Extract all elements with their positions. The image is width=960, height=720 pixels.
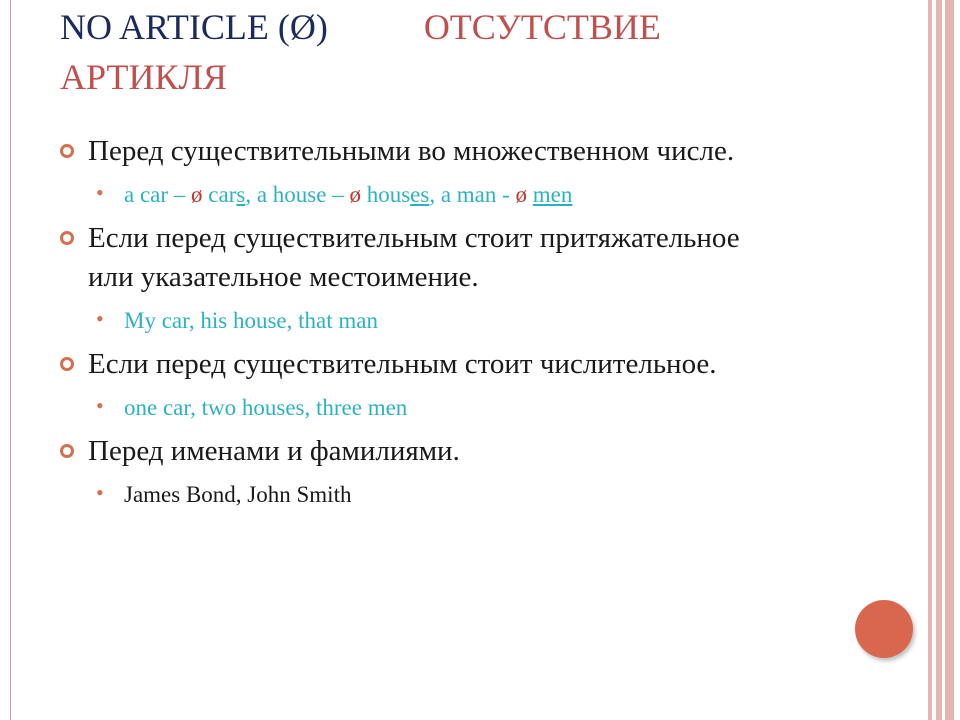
bullet-item [60, 432, 780, 471]
title-russian-line2: АРТИКЛЯ [60, 57, 227, 97]
underlined-ending: s [236, 182, 246, 207]
bullet-text: Перед именами и фамилиями. [88, 435, 460, 467]
underlined-word: men [532, 182, 573, 207]
bullet-item [60, 132, 780, 171]
dot-bullet-icon: • [96, 393, 104, 418]
zero-article-symbol: ø [515, 182, 528, 207]
stripe [928, 0, 932, 720]
dot-bullet-icon: • [96, 480, 104, 505]
bullet-item [60, 219, 780, 297]
slide-title [60, 2, 780, 102]
ring-bullet-icon [60, 357, 74, 371]
ring-bullet-icon [60, 444, 74, 458]
bullet-text: Перед существительными во множественном числе. [88, 135, 735, 167]
dot-bullet-icon: • [96, 306, 104, 331]
example-line: • one car, two houses, three men [60, 391, 780, 425]
example-line: • a car – ø cars, a house – ø houses, a man - ø men [60, 178, 780, 212]
title-russian-line1: ОТСУТСТВИЕ [423, 7, 661, 47]
bullet-text: Если перед существительным стоит притяжательное или указательное местоимение. [88, 222, 740, 293]
stripe [936, 0, 942, 720]
example-line: • My car, his house, that man [60, 304, 780, 338]
left-frame-line [0, 0, 11, 720]
example-line: • James Bond, John Smith [60, 478, 780, 512]
decorative-circle [855, 600, 913, 658]
decorative-stripes [924, 0, 960, 720]
title-english: NO ARTICLE (Ø) [60, 7, 328, 47]
zero-article-symbol: ø [349, 182, 361, 207]
bullet-text: Если перед существительным стоит числительное. [88, 348, 717, 380]
ring-bullet-icon [60, 231, 74, 245]
stripe [945, 0, 954, 720]
zero-article-symbol: ø [191, 182, 203, 207]
dot-bullet-icon: • [96, 180, 104, 205]
ring-bullet-icon [60, 144, 74, 158]
bullet-list [60, 132, 780, 519]
bullet-item [60, 345, 780, 384]
underlined-ending: es [410, 182, 430, 207]
